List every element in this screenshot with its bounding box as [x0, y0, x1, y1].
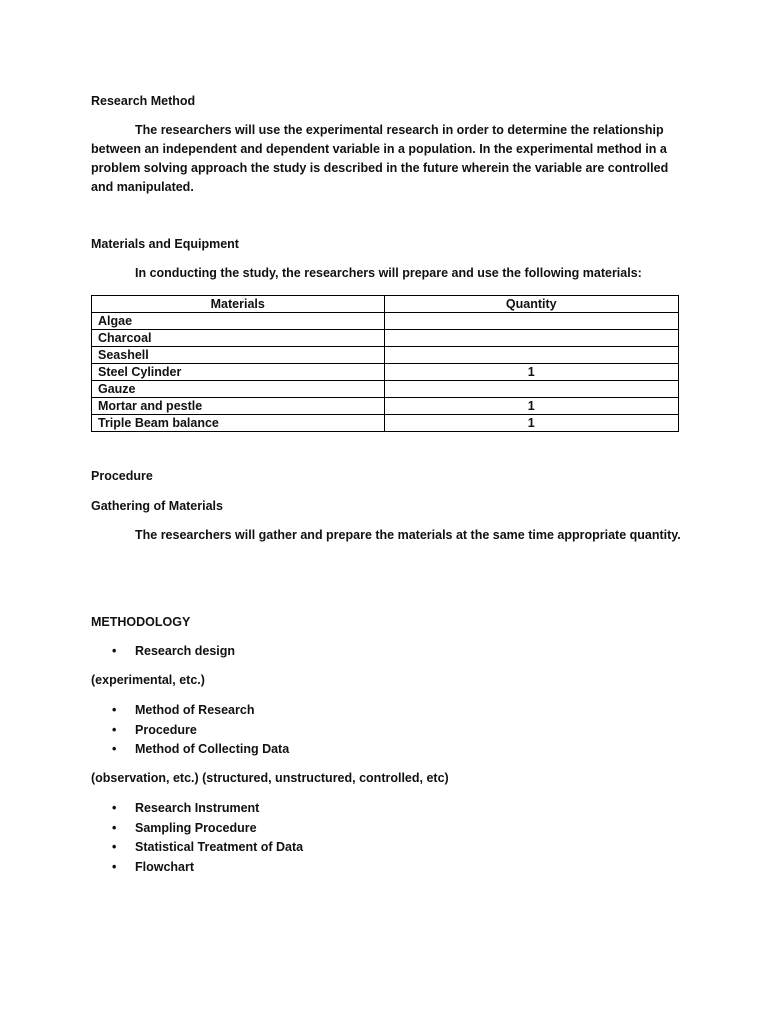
methodology-list-3 [91, 799, 303, 877]
list-item-label: Method of Collecting Data [135, 742, 290, 756]
bullet-icon: • [112, 742, 117, 756]
list-item-label: Sampling Procedure [135, 820, 257, 835]
research-method-paragraph [91, 121, 681, 197]
quantity-cell [384, 313, 679, 330]
procedure-heading: Procedure [91, 469, 153, 483]
list-item [91, 721, 289, 741]
material-cell: Charcoal [92, 330, 385, 347]
bullet-icon: • [112, 703, 117, 717]
table-row [92, 313, 679, 330]
list-item [91, 701, 289, 721]
list-item-label: Research design [135, 644, 236, 658]
quantity-column-header: Quantity [384, 296, 679, 313]
materials-equipment-heading: Materials and Equipment [91, 237, 239, 251]
list-item-label: Procedure [135, 722, 197, 737]
bullet-icon: • [112, 859, 117, 874]
list-item [91, 838, 303, 858]
methodology-heading: METHODOLOGY [91, 615, 191, 629]
table-header-row [92, 296, 679, 313]
table-row [92, 364, 679, 381]
material-cell: Algae [92, 313, 385, 330]
table-row [92, 330, 679, 347]
list-item [91, 858, 303, 878]
quantity-cell [384, 330, 679, 347]
materials-table [91, 295, 679, 432]
research-method-heading: Research Method [91, 94, 196, 108]
material-cell: Gauze [92, 381, 385, 398]
quantity-cell [384, 381, 679, 398]
list-item-label: Research Instrument [135, 801, 260, 815]
methodology-note-1: (experimental, etc.) [91, 673, 205, 687]
list-item [91, 799, 303, 819]
materials-column-header: Materials [92, 296, 385, 313]
quantity-cell: 1 [384, 415, 679, 432]
bullet-icon: • [112, 840, 117, 854]
gathering-materials-paragraph: The researchers will gather and prepare the materials at the same time appropriate quantity. [135, 528, 681, 542]
table-row [92, 381, 679, 398]
quantity-cell [384, 347, 679, 364]
list-item [91, 642, 235, 662]
gathering-materials-heading: Gathering of Materials [91, 499, 223, 513]
list-item-label: Flowchart [135, 859, 195, 874]
material-cell: Triple Beam balance [92, 415, 385, 432]
bullet-icon: • [112, 722, 117, 737]
list-item [91, 819, 303, 839]
bullet-icon: • [112, 820, 117, 835]
material-cell: Seashell [92, 347, 385, 364]
list-item-label: Statistical Treatment of Data [135, 840, 304, 854]
materials-intro: In conducting the study, the researchers will prepare and use the following materials: [135, 266, 642, 280]
list-item-label: Method of Research [135, 703, 255, 717]
bullet-icon: • [112, 644, 117, 658]
list-item [91, 740, 289, 760]
methodology-note-2: (observation, etc.) (structured, unstructured, controlled, etc) [91, 771, 449, 785]
quantity-cell: 1 [384, 398, 679, 415]
bullet-icon: • [112, 801, 117, 815]
research-method-text: The researchers will use the experimental research in order to determine the relationship between an independent and dependent variable in a population. In the experimental method in a problem solving approach the study is described in the future wherein the variable are controlled and manipulated. [91, 123, 669, 194]
table-row [92, 398, 679, 415]
table-row [92, 415, 679, 432]
material-cell: Steel Cylinder [92, 364, 385, 381]
quantity-cell: 1 [384, 364, 679, 381]
methodology-list-1 [91, 642, 235, 662]
methodology-list-2 [91, 701, 289, 760]
material-cell: Mortar and pestle [92, 398, 385, 415]
table-row [92, 347, 679, 364]
